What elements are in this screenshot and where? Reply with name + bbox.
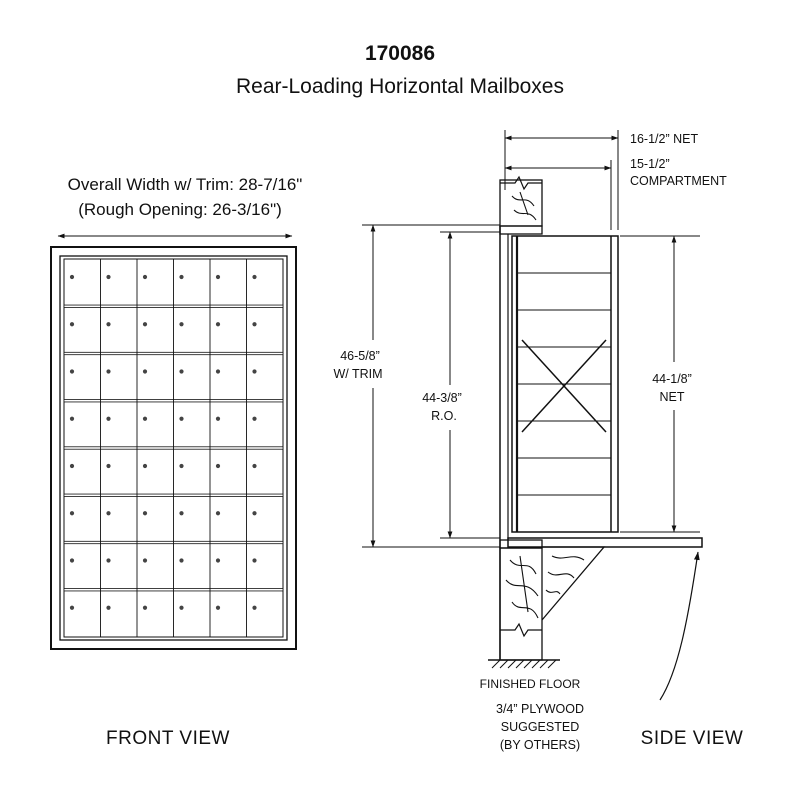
header-plate bbox=[500, 226, 542, 234]
door-lock-icon bbox=[70, 322, 74, 326]
door-lock-icon bbox=[179, 417, 183, 421]
door-lock-icon bbox=[106, 464, 110, 468]
door-lock-icon bbox=[143, 606, 147, 610]
door-lock-icon bbox=[143, 464, 147, 468]
wood-grain-top bbox=[512, 192, 536, 220]
front-view-cabinet bbox=[51, 247, 296, 649]
door-lock-icon bbox=[106, 369, 110, 373]
door-lock-icon bbox=[106, 322, 110, 326]
product-title: Rear-Loading Horizontal Mailboxes bbox=[235, 75, 565, 98]
door-lock-icon bbox=[143, 369, 147, 373]
wall-break-top bbox=[500, 177, 542, 189]
bracket-outline bbox=[542, 547, 604, 620]
door-lock-icon bbox=[252, 322, 256, 326]
compartment-word-label: COMPARTMENT bbox=[630, 174, 727, 188]
door-lock-icon bbox=[70, 558, 74, 562]
door-lock-icon bbox=[216, 275, 220, 279]
door-lock-icon bbox=[252, 511, 256, 515]
door-lock-icon bbox=[179, 369, 183, 373]
door-lock-icon bbox=[143, 417, 147, 421]
floor-hatch bbox=[492, 660, 556, 668]
door-lock-icon bbox=[216, 558, 220, 562]
door-lock-icon bbox=[252, 417, 256, 421]
overall-width-label: Overall Width w/ Trim: 28-7/16" bbox=[67, 175, 303, 194]
height-trim-word: W/ TRIM bbox=[333, 367, 383, 381]
bracket-grain bbox=[546, 556, 584, 594]
height-net-word: NET bbox=[659, 390, 685, 404]
front-view-label: FRONT VIEW bbox=[106, 728, 230, 749]
plywood-shelf-support bbox=[508, 538, 702, 620]
plywood-shelf bbox=[508, 538, 702, 547]
finished-floor-label: FINISHED FLOOR bbox=[479, 677, 581, 691]
door-lock-icon bbox=[143, 511, 147, 515]
door-lock-icon bbox=[216, 369, 220, 373]
door-lock-icon bbox=[216, 417, 220, 421]
door-lock-icon bbox=[179, 464, 183, 468]
door-lock-icon bbox=[143, 322, 147, 326]
door-lock-icon bbox=[70, 511, 74, 515]
door-lock-icon bbox=[179, 606, 183, 610]
model-number: 170086 bbox=[364, 42, 436, 65]
door-lock-icon bbox=[70, 464, 74, 468]
height-ro-value: 44-3/8” bbox=[422, 391, 462, 405]
door-lock-icon bbox=[216, 511, 220, 515]
shelf-lines bbox=[517, 273, 611, 495]
door-lock-icon bbox=[143, 275, 147, 279]
door-lock-icon bbox=[143, 558, 147, 562]
door-lock-icon bbox=[252, 275, 256, 279]
door-lock-icon bbox=[216, 606, 220, 610]
net-depth-label: 16-1/2” NET bbox=[630, 132, 699, 146]
door-lock-icon bbox=[216, 464, 220, 468]
door-lock-icon bbox=[179, 322, 183, 326]
door-lock-icon bbox=[106, 511, 110, 515]
door-lock-icon bbox=[106, 275, 110, 279]
height-trim-value: 46-5/8” bbox=[340, 349, 380, 363]
plywood-label-1: 3/4” PLYWOOD bbox=[496, 702, 584, 716]
door-lock-icon bbox=[70, 606, 74, 610]
door-lock-icon bbox=[106, 417, 110, 421]
door-lock-icon bbox=[106, 558, 110, 562]
door-lock-icon bbox=[179, 275, 183, 279]
compartment-depth-label: 15-1/2” bbox=[630, 157, 670, 171]
door-lock-icon bbox=[252, 464, 256, 468]
door-lock-icon bbox=[252, 606, 256, 610]
mailbox-door-grid bbox=[64, 259, 283, 637]
door-lock-icon bbox=[70, 275, 74, 279]
door-lock-icon bbox=[179, 511, 183, 515]
height-ro-word: R.O. bbox=[431, 409, 457, 423]
door-lock-icon bbox=[70, 417, 74, 421]
door-lock-icon bbox=[179, 558, 183, 562]
plywood-label-2: SUGGESTED bbox=[500, 720, 580, 734]
door-lock-icon bbox=[252, 369, 256, 373]
wall-break-bottom bbox=[500, 624, 542, 636]
side-view-wall bbox=[488, 177, 560, 668]
height-net-value: 44-1/8” bbox=[652, 372, 692, 386]
door-lock-icon bbox=[106, 606, 110, 610]
side-view-label: SIDE VIEW bbox=[640, 728, 744, 749]
door-lock-icon bbox=[252, 558, 256, 562]
door-lock-icon bbox=[70, 369, 74, 373]
door-lock-icon bbox=[216, 322, 220, 326]
side-view-cabinet bbox=[512, 236, 618, 532]
rough-opening-label: (Rough Opening: 26-3/16") bbox=[78, 200, 282, 219]
plywood-leader-arrow bbox=[660, 552, 698, 700]
wood-grain-bottom bbox=[506, 556, 538, 618]
plywood-label-3: (BY OTHERS) bbox=[499, 738, 581, 752]
